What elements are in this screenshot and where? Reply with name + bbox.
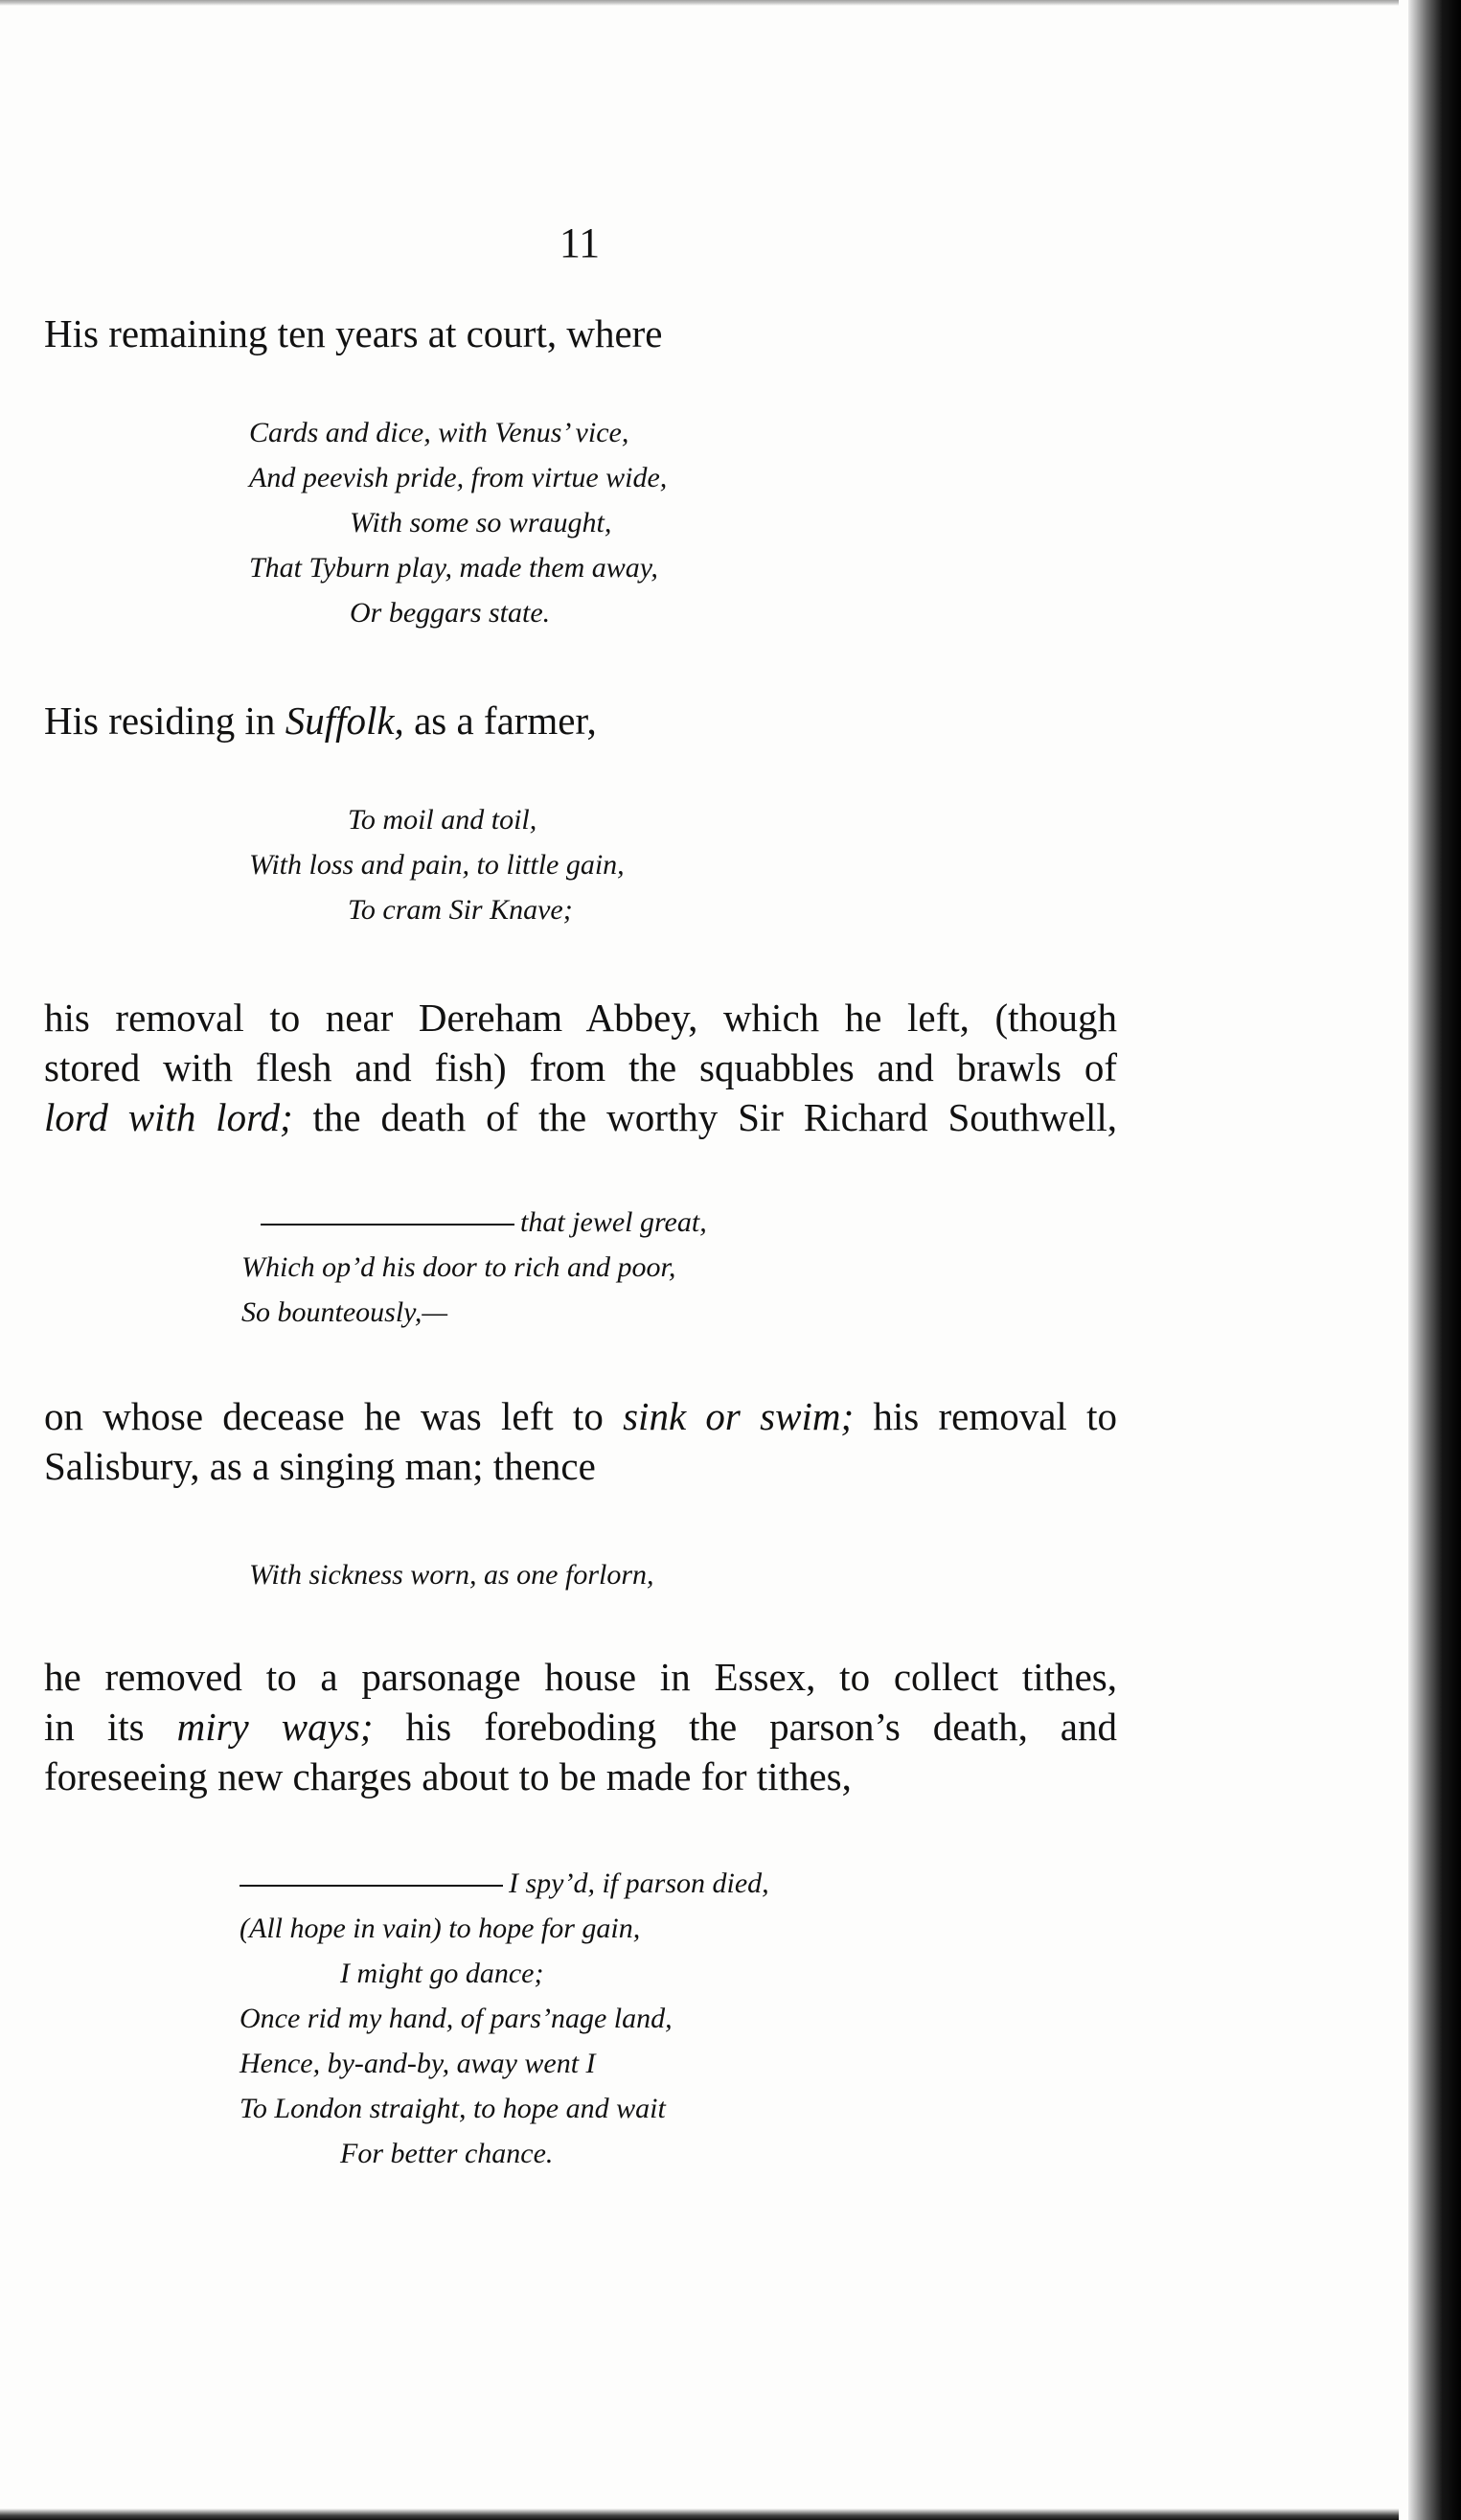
verse-line: With sickness worn, as one forlorn, (249, 1559, 654, 1591)
page-number: 11 (559, 219, 601, 266)
paragraph-suffolk (44, 696, 1117, 745)
paragraph-essex (44, 1652, 1117, 1801)
text-line (44, 1391, 1117, 1441)
verse-line: Hence, by-and-by, away went I (240, 2048, 596, 2079)
verse-line: With some so wraught, (350, 507, 612, 538)
text-line (44, 696, 1117, 745)
page-bottom-edge (0, 2509, 1399, 2520)
page-right-edge-binding (1408, 0, 1461, 2520)
text-run: as a farmer, (403, 699, 597, 743)
verse-line: To cram Sir Knave; (348, 894, 573, 926)
verse-line: And peevish pride, from virtue wide, (249, 462, 668, 493)
verse-moil-and-toil (249, 797, 625, 932)
paragraph-salisbury (44, 1391, 1117, 1491)
verse-line: To moil and toil, (348, 804, 537, 836)
verse-line: (All hope in vain) to hope for gain, (240, 1913, 641, 1944)
page-top-edge (0, 0, 1399, 6)
italic-phrase: lord with lord; (44, 1095, 293, 1139)
verse-line: For better chance. (340, 2138, 554, 2169)
verse-line (261, 1200, 707, 1245)
verse-line: I might go dance; (340, 1958, 544, 1989)
verse-line: Which op’d his door to rich and poor, (241, 1251, 676, 1283)
italic-phrase: miry ways; (176, 1705, 374, 1749)
verse-line: That Tyburn play, made them away, (249, 552, 658, 584)
verse-text: that jewel great, (520, 1206, 707, 1238)
text-run: on whose decease he was left to (44, 1394, 624, 1438)
verse-line: To London straight, to hope and wait (240, 2093, 666, 2124)
verse-text: I spy’d, if parson died, (509, 1867, 769, 1899)
text-line: stored with flesh and fish) from the squabbles and brawls of (44, 1045, 1117, 1089)
verse-parson-died (240, 1861, 769, 2176)
verse-line: With loss and pain, to little gain, (249, 849, 625, 881)
text-line: he removed to a parsonage house in Essex, to collect tithes, (44, 1655, 1117, 1699)
verse-line: Cards and dice, with Venus’ vice, (249, 417, 629, 448)
verse-sickness-worn (249, 1552, 654, 1597)
text-run: His residing in (44, 699, 285, 743)
verse-jewel-great (241, 1200, 707, 1335)
italic-phrase: sink or swim; (623, 1394, 855, 1438)
verse-line: So bounteously,— (241, 1296, 447, 1328)
text-line: Salisbury, as a singing man; thence (44, 1444, 596, 1488)
verse-line: Or beggars state. (350, 597, 551, 629)
text-line (44, 1702, 1117, 1752)
paragraph-dereham (44, 993, 1117, 1142)
em-rule (261, 1224, 514, 1226)
text-run: the death of the worthy Sir Richard Southwell, (292, 1095, 1118, 1139)
em-rule (240, 1885, 503, 1887)
text-run: in its (44, 1705, 177, 1749)
paragraph-court (44, 309, 1117, 358)
text-line: his removal to near Dereham Abbey, which he left, (though (44, 996, 1117, 1040)
text-line: foreseeing new charges about to be made for tithes, (44, 1754, 852, 1798)
text-line: His remaining ten years at court, where (44, 311, 663, 355)
italic-place-name: Suffolk, (285, 699, 404, 743)
text-run: his removal to (854, 1394, 1117, 1438)
verse-line: Once rid my hand, of pars’nage land, (240, 2003, 673, 2034)
verse-line (240, 1861, 769, 1906)
text-run: his foreboding the parson’s death, and (373, 1705, 1117, 1749)
verse-cards-and-dice (249, 410, 667, 635)
text-line (44, 1092, 1117, 1142)
